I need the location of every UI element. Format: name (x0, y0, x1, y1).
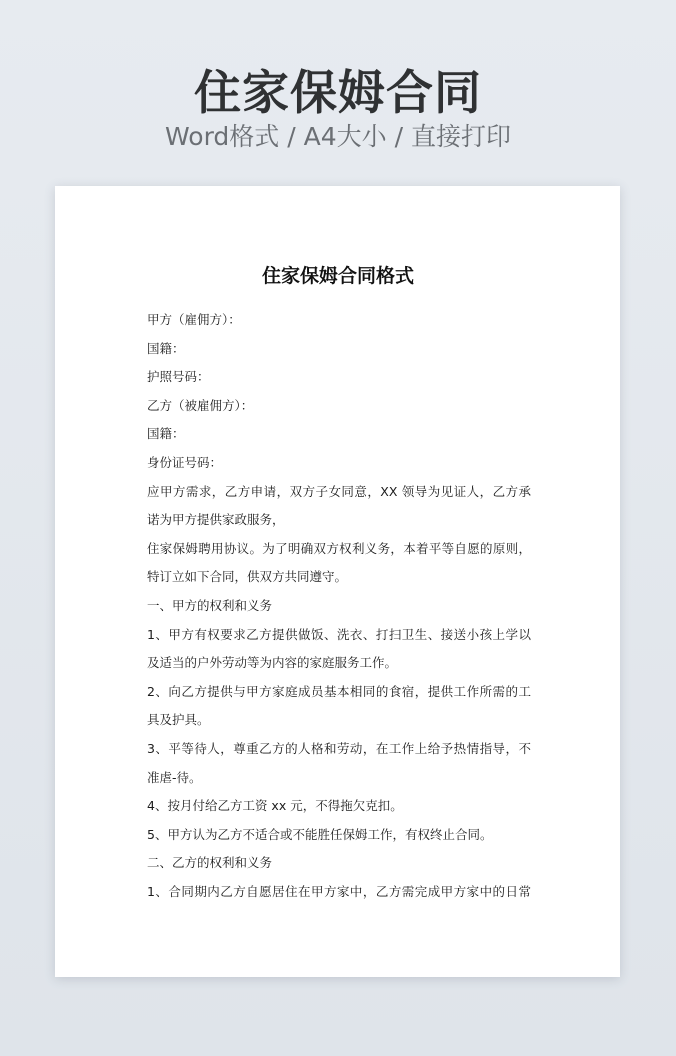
document-line: 4、按月付给乙方工资 xx 元，不得拖欠克扣。 (147, 798, 403, 814)
document-line: 及适当的户外劳动等为内容的家庭服务工作。 (147, 655, 398, 671)
document-line: 护照号码： (147, 369, 210, 385)
document-line: 具及护具。 (147, 712, 210, 728)
document-line: 特订立如下合同，供双方共同遵守。 (147, 569, 348, 585)
document-line: 身份证号码： (147, 454, 223, 470)
document-line: 2、向乙方提供与甲方家庭成员基本相同的食宿，提供工作所需的工 (147, 683, 531, 699)
document-line: 一、甲方的权利和义务 (147, 597, 273, 613)
banner-subtitle: Word格式 / A4大小 / 直接打印 (165, 122, 511, 151)
document-line: 国籍： (147, 340, 185, 356)
document-line: 5、甲方认为乙方不适合或不能胜任保姆工作，有权终止合同。 (147, 826, 493, 842)
document-line: 住家保姆聘用协议。为了明确双方权利义务，本着平等自愿的原则， (147, 540, 531, 556)
document-line: 甲方（雇佣方）： (147, 312, 241, 327)
document-line: 乙方（被雇佣方）： (147, 397, 254, 413)
document-line: 二、乙方的权利和义务 (147, 855, 273, 871)
document-line: 1、合同期内乙方自愿居住在甲方家中，乙方需完成甲方家中的日常 (147, 883, 531, 899)
banner-title: 住家保姆合同 (194, 66, 482, 121)
document-line: 国籍： (147, 426, 185, 442)
document-title: 住家保姆合同格式 (261, 265, 414, 287)
document-line: 准虐-待。 (147, 769, 202, 785)
document-line: 应甲方需求，乙方申请，双方子女同意，XX 领导为见证人，乙方承 (147, 483, 531, 499)
document-line: 诺为甲方提供家政服务， (147, 512, 285, 528)
document-body (147, 306, 531, 906)
document-line: 3、平等待人，尊重乙方的人格和劳动，在工作上给予热情指导，不 (147, 740, 531, 756)
document-line: 1、甲方有权要求乙方提供做饭、洗衣、打扫卫生、接送小孩上学以 (147, 626, 531, 642)
